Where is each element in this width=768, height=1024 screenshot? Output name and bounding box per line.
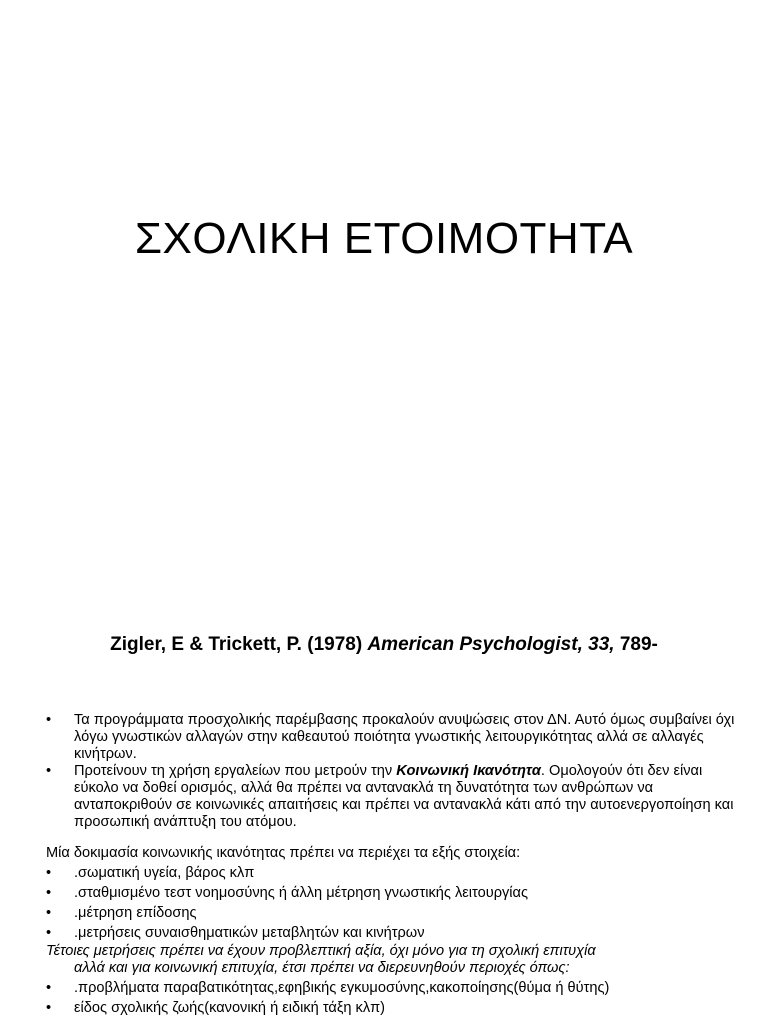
element-text: .μέτρηση επίδοσης	[74, 905, 197, 921]
bullet-item	[46, 712, 736, 763]
bullet-text: Τα προγράμματα προσχολικής παρέμβασης προκαλούν ανυψώσεις στον ΔΝ. Αυτό όμως συμβαίνει όχι λόγω γνωστικών αλλαγών στην καθεαυτού ποιότητα γνωστικής λειτουργικότητας αλλά σε αλλαγές κινήτρων.	[74, 712, 735, 762]
bullet-dot: •	[46, 1000, 52, 1016]
area-item	[46, 980, 736, 997]
element-text: .σταθμισμένο τεστ νοημοσύνης ή άλλη μέτρηση γνωστικής λειτουργίας	[74, 885, 529, 901]
area-text: είδος σχολικής ζωής(κανονική ή ειδική τάξη κλπ)	[74, 1000, 386, 1016]
bullet-dot: •	[46, 763, 52, 779]
element-item	[46, 885, 736, 902]
bullet-dot: •	[46, 925, 52, 941]
bullet-dot: •	[46, 865, 52, 881]
bullet-emphasis: Κοινωνική Ικανότητα	[396, 763, 541, 779]
bullet-dot: •	[46, 980, 52, 996]
citation-journal: American Psychologist, 33,	[367, 634, 615, 655]
citation	[0, 634, 768, 656]
element-item	[46, 905, 736, 922]
area-item	[46, 1000, 736, 1017]
intro-paragraph: Μία δοκιμασία κοινωνικής ικανότητας πρέπει να περιέχει τα εξής στοιχεία:	[46, 845, 521, 861]
element-text: .μετρήσεις συναισθηματικών μεταβλητών και κινήτρων	[74, 925, 425, 941]
bullet-text-before: Προτείνουν τη χρήση εργαλείων που μετρούν την	[74, 763, 397, 779]
element-item	[46, 865, 736, 882]
bullet-text-after: . Ομολογούν ότι δεν είναι εύκολο να δοθεί ορισμός, αλλά θα πρέπει να αντανακλά τη δυνατότητα των ανθρώπων να ανταποκριθούν σε κοινωνικές απαιτήσεις και πρέπει να αντανακλά κάτι από την αυτοενεργοποίηση και προσωπική ανάπτυξη του ατόμου.	[74, 763, 734, 830]
citation-pages: 789-	[614, 634, 658, 655]
bullet-dot: •	[46, 905, 52, 921]
italic-note	[46, 943, 736, 977]
element-item	[46, 925, 736, 942]
bullet-item	[46, 763, 736, 831]
note-line-1: Τέτοιες μετρήσεις πρέπει να έχουν προβλεπτική αξία, όχι μόνο για τη σχολική επιτυχία	[46, 943, 596, 959]
slide-title: ΣΧΟΛΙΚΗ ΕΤΟΙΜΟΤΗΤΑ	[134, 214, 634, 263]
area-text: .προβλήματα παραβατικότητας,εφηβικής εγκυμοσύνης,κακοποίησης(θύμα ή θύτης)	[74, 980, 610, 996]
element-text: .σωματική υγεία, βάρος κλπ	[74, 865, 255, 881]
note-line-2: αλλά και για κοινωνική επιτυχία, έτσι πρέπει να διερευνηθούν περιοχές όπως:	[74, 960, 570, 976]
bullet-dot: •	[46, 885, 52, 901]
body-text	[46, 712, 736, 1017]
citation-authors: Zigler, E & Trickett, P. (1978)	[110, 634, 368, 655]
bullet-dot: •	[46, 712, 52, 728]
